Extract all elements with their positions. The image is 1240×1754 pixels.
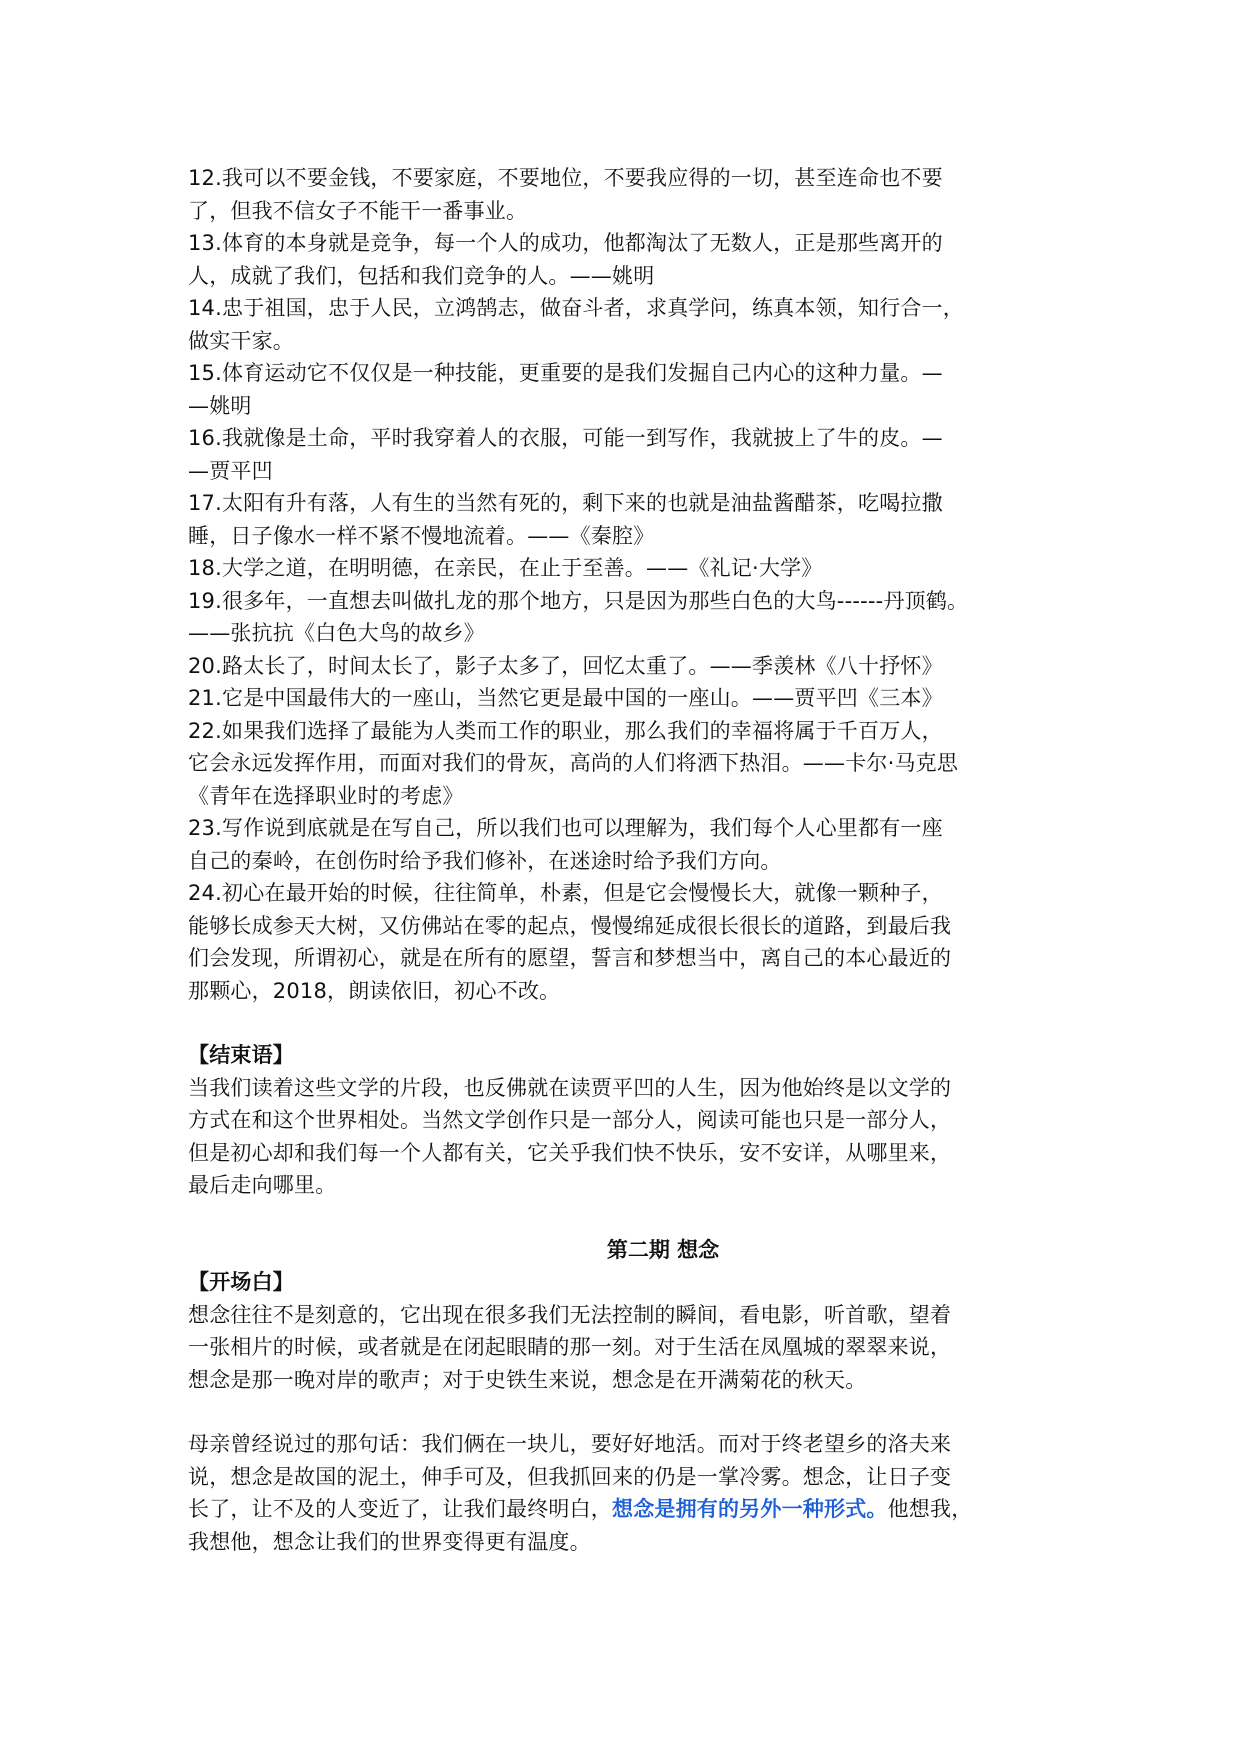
opening-line: 想念往往不是刻意的，它出现在很多我们无法控制的瞬间，看电影，听首歌，望着	[188, 1302, 952, 1327]
quote-line: 23.写作说到底就是在写自己，所以我们也可以理解为，我们每个人心里都有一座	[188, 816, 943, 840]
quote-item	[188, 812, 1078, 877]
quote-line: 自己的秦岭，在创伤时给予我们修补，在迷途时给予我们方向。	[188, 848, 782, 873]
quote-item	[188, 682, 1078, 715]
quote-line: —姚明	[188, 393, 252, 418]
quote-item	[188, 422, 1078, 487]
quote-item	[188, 877, 1078, 1007]
closing-line: 当我们读着这些文学的片段，也反佛就在读贾平凹的人生，因为他始终是以文学的	[188, 1075, 952, 1100]
quote-item	[188, 357, 1078, 422]
quote-line: 那颗心，2018，朗读依旧，初心不改。	[188, 978, 561, 1003]
opening-line: 母亲曾经说过的那句话：我们俩在一块儿，要好好地活。而对于终老望乡的洛夫来	[188, 1432, 952, 1456]
quote-line: 了，但我不信女子不能干一番事业。	[188, 198, 528, 223]
quote-line: 20.路太长了，时间太长了，影子太多了，回忆太重了。——季羡林《八十抒怀》	[188, 653, 943, 678]
quote-line: 13.体育的本身就是竞争，每一个人的成功，他都淘汰了无数人，正是那些离开的	[188, 231, 943, 255]
quote-item	[188, 487, 1078, 552]
quote-line: 人，成就了我们，包括和我们竞争的人。——姚明	[188, 263, 655, 288]
opening-line: 我想他，想念让我们的世界变得更有温度。	[188, 1529, 591, 1554]
quote-line: 睡，日子像水一样不紧不慢地流着。——《秦腔》	[188, 523, 655, 548]
quote-line: 14.忠于祖国，忠于人民，立鸿鹄志，做奋斗者，求真学问，练真本领，知行合一，	[188, 296, 964, 320]
quote-line: 能够长成参天大树，又仿佛站在零的起点，慢慢绵延成很长很长的道路，到最后我	[188, 913, 952, 938]
quote-line: ——张抗抗《白色大鸟的故乡》	[188, 621, 485, 645]
document-page	[188, 162, 1078, 1558]
opening-text: 他想我，	[887, 1497, 973, 1521]
opening-text: 长了，让不及的人变近了，让我们最终明白，	[188, 1497, 612, 1521]
opening-line: 想念是那一晚对岸的歌声；对于史铁生来说，想念是在开满菊花的秋天。	[188, 1367, 867, 1392]
opening-line: 说，想念是故国的泥土，伸手可及，但我抓回来的仍是一掌冷雾。想念，让日子变	[188, 1464, 952, 1489]
quote-item	[188, 227, 1078, 292]
opening-heading: 【开场白】	[188, 1270, 294, 1294]
quote-line: 《青年在选择职业时的考虑》	[188, 783, 464, 808]
highlighted-phrase: 想念是拥有的另外一种形式。	[612, 1497, 888, 1521]
quote-line: 24.初心在最开始的时候，往往简单，朴素，但是它会慢慢长大，就像一颗种子，	[188, 881, 943, 905]
opening-line: 一张相片的时候，或者就是在闭起眼睛的那一刻。对于生活在凤凰城的翠翠来说，	[188, 1335, 952, 1359]
closing-line: 最后走向哪里。	[188, 1173, 337, 1197]
quote-line: 15.体育运动它不仅仅是一种技能，更重要的是我们发掘自己内心的这种力量。—	[188, 361, 943, 385]
opening-section	[188, 1266, 1078, 1558]
quote-line: 18.大学之道，在明明德，在亲民，在止于至善。——《礼记·大学》	[188, 556, 823, 580]
opening-line	[188, 1493, 1078, 1526]
closing-section	[188, 1039, 1078, 1202]
episode-title: 第二期 想念	[606, 1237, 720, 1262]
quote-item	[188, 650, 1078, 683]
quote-item	[188, 292, 1078, 357]
quotes-list	[188, 162, 1078, 1007]
closing-line: 但是初心却和我们每一个人都有关，它关乎我们快不快乐，安不安详，从哪里来，	[188, 1140, 952, 1165]
quote-item	[188, 162, 1078, 227]
spacer	[188, 1202, 1078, 1234]
quote-item	[188, 552, 1078, 585]
quote-line: 12.我可以不要金钱，不要家庭，不要地位，不要我应得的一切，甚至连命也不要	[188, 166, 943, 190]
quote-line: 16.我就像是土命，平时我穿着人的衣服，可能一到写作，我就披上了牛的皮。—	[188, 426, 943, 450]
quote-line: 它会永远发挥作用，而面对我们的骨灰，高尚的人们将洒下热泪。——卡尔·马克思	[188, 751, 959, 775]
quote-line: 19.很多年，一直想去叫做扎龙的那个地方，只是因为那些白色的大鸟------丹顶鹤。	[188, 588, 969, 613]
spacer	[188, 1396, 1078, 1428]
closing-line: 方式在和这个世界相处。当然文学创作只是一部分人，阅读可能也只是一部分人，	[188, 1108, 952, 1132]
quote-line: 22.如果我们选择了最能为人类而工作的职业，那么我们的幸福将属于千百万人，	[188, 718, 943, 743]
quote-item	[188, 585, 1078, 650]
quote-line: 们会发现，所谓初心，就是在所有的愿望，誓言和梦想当中，离自己的本心最近的	[188, 946, 952, 970]
spacer	[188, 1007, 1078, 1039]
quote-line: 做实干家。	[188, 328, 294, 353]
quote-item	[188, 715, 1078, 813]
quote-line: —贾平凹	[188, 458, 273, 483]
closing-heading: 【结束语】	[188, 1043, 294, 1067]
quote-line: 17.太阳有升有落，人有生的当然有死的，剩下来的也就是油盐酱醋茶，吃喝拉撒	[188, 491, 943, 515]
quote-line: 21.它是中国最伟大的一座山，当然它更是最中国的一座山。——贾平凹《三本》	[188, 686, 943, 710]
